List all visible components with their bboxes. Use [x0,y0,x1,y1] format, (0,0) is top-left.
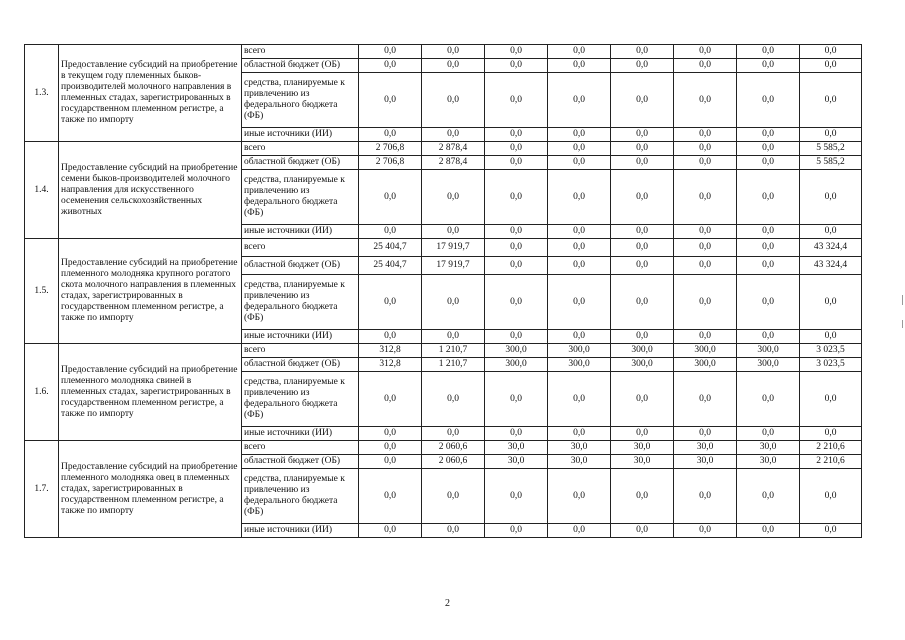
year-value: 0,0 [674,427,737,441]
year-value: 0,0 [548,372,611,427]
year-value: 17 919,7 [422,239,485,257]
year-value: 0,0 [737,524,800,538]
year-value: 300,0 [737,358,800,372]
year-value: 300,0 [485,358,548,372]
year-value: 0,0 [359,372,422,427]
year-value: 0,0 [359,45,422,59]
funding-source: иные источники (ИИ) [242,128,359,142]
year-value: 0,0 [548,225,611,239]
year-value: 0,0 [422,59,485,73]
year-value: 30,0 [674,441,737,455]
year-value: 30,0 [737,441,800,455]
year-value: 0,0 [485,73,548,128]
total-value: 2 210,6 [800,455,862,469]
year-value: 0,0 [359,275,422,330]
year-value: 0,0 [674,170,737,225]
year-value: 300,0 [548,358,611,372]
year-value: 0,0 [674,330,737,344]
total-value: 0,0 [800,330,862,344]
year-value: 0,0 [359,170,422,225]
year-value: 2 878,4 [422,142,485,156]
funding-source: иные источники (ИИ) [242,524,359,538]
year-value: 2 706,8 [359,142,422,156]
funding-source: областной бюджет (ОБ) [242,358,359,372]
year-value: 2 060,6 [422,441,485,455]
year-value: 0,0 [422,170,485,225]
funding-source: областной бюджет (ОБ) [242,455,359,469]
year-value: 0,0 [737,156,800,170]
year-value: 0,0 [611,170,674,225]
year-value: 0,0 [674,73,737,128]
year-value: 2 706,8 [359,156,422,170]
year-value: 0,0 [485,275,548,330]
item-number: 1.7. [25,441,59,538]
year-value: 0,0 [485,239,548,257]
year-value: 0,0 [359,455,422,469]
year-value: 0,0 [548,239,611,257]
year-value: 0,0 [485,156,548,170]
item-number: 1.3. [25,45,59,142]
total-value: 0,0 [800,427,862,441]
year-value: 0,0 [674,239,737,257]
year-value: 0,0 [422,330,485,344]
year-value: 300,0 [611,358,674,372]
year-value: 0,0 [422,275,485,330]
total-value: 0,0 [800,170,862,225]
funding-source: областной бюджет (ОБ) [242,59,359,73]
item-number: 1.5. [25,239,59,344]
year-value: 0,0 [737,170,800,225]
year-value: 0,0 [611,372,674,427]
year-value: 0,0 [674,225,737,239]
total-value: 43 324,4 [800,257,862,275]
year-value: 0,0 [548,469,611,524]
total-value: 0,0 [800,275,862,330]
year-value: 0,0 [359,73,422,128]
year-value: 0,0 [548,59,611,73]
year-value: 2 878,4 [422,156,485,170]
year-value: 0,0 [422,372,485,427]
year-value: 0,0 [422,524,485,538]
year-value: 0,0 [737,275,800,330]
year-value: 0,0 [611,142,674,156]
year-value: 0,0 [611,45,674,59]
year-value: 0,0 [548,524,611,538]
year-value: 0,0 [737,427,800,441]
year-value: 0,0 [485,524,548,538]
year-value: 0,0 [548,156,611,170]
year-value: 30,0 [611,455,674,469]
year-value: 0,0 [674,45,737,59]
funding-source: иные источники (ИИ) [242,330,359,344]
budget-table [24,44,862,538]
table-row [25,344,862,358]
year-value: 0,0 [674,128,737,142]
year-value: 312,8 [359,344,422,358]
year-value: 2 060,6 [422,455,485,469]
year-value: 0,0 [359,427,422,441]
document-sheet [24,44,862,538]
year-value: 0,0 [674,59,737,73]
year-value: 0,0 [359,59,422,73]
scan-edge-mark [902,295,903,305]
table-row [25,142,862,156]
total-value: 0,0 [800,469,862,524]
year-value: 0,0 [674,469,737,524]
total-value: 0,0 [800,128,862,142]
year-value: 0,0 [737,128,800,142]
year-value: 0,0 [737,239,800,257]
year-value: 0,0 [611,469,674,524]
year-value: 30,0 [737,455,800,469]
funding-source: иные источники (ИИ) [242,427,359,441]
year-value: 0,0 [737,73,800,128]
year-value: 30,0 [485,455,548,469]
item-description: Предоставление субсидий на приобретение семени быков-производителей молочного направления для искусственного осеменения сельскохозяйственных животных [59,142,242,239]
year-value: 300,0 [674,358,737,372]
funding-source: средства, планируемые к привлечению из федерального бюджета (ФБ) [242,275,359,330]
year-value: 300,0 [611,344,674,358]
funding-source: средства, планируемые к привлечению из федерального бюджета (ФБ) [242,170,359,225]
year-value: 312,8 [359,358,422,372]
year-value: 0,0 [674,142,737,156]
total-value: 0,0 [800,59,862,73]
table-row [25,45,862,59]
total-value: 3 023,5 [800,344,862,358]
year-value: 0,0 [611,128,674,142]
year-value: 25 404,7 [359,257,422,275]
year-value: 0,0 [737,257,800,275]
year-value: 30,0 [548,455,611,469]
year-value: 0,0 [485,427,548,441]
year-value: 0,0 [611,275,674,330]
funding-source: средства, планируемые к привлечению из федерального бюджета (ФБ) [242,372,359,427]
year-value: 0,0 [674,156,737,170]
total-value: 0,0 [800,73,862,128]
year-value: 0,0 [422,73,485,128]
total-value: 43 324,4 [800,239,862,257]
year-value: 0,0 [359,128,422,142]
year-value: 0,0 [485,225,548,239]
year-value: 17 919,7 [422,257,485,275]
funding-source: средства, планируемые к привлечению из федерального бюджета (ФБ) [242,469,359,524]
year-value: 0,0 [548,427,611,441]
year-value: 0,0 [611,225,674,239]
year-value: 0,0 [548,170,611,225]
year-value: 0,0 [485,170,548,225]
year-value: 0,0 [485,257,548,275]
year-value: 0,0 [485,128,548,142]
page-number: 2 [445,598,450,609]
year-value: 0,0 [737,330,800,344]
year-value: 0,0 [485,142,548,156]
total-value: 3 023,5 [800,358,862,372]
year-value: 0,0 [485,330,548,344]
year-value: 0,0 [611,59,674,73]
year-value: 0,0 [611,156,674,170]
year-value: 0,0 [611,427,674,441]
year-value: 30,0 [611,441,674,455]
total-value: 0,0 [800,45,862,59]
year-value: 0,0 [611,239,674,257]
item-description: Предоставление субсидий на приобретение племенного молодняка свиней в племенных стадах, зарегистрированных в государственном племенном регистре, а также по импорту [59,344,242,441]
year-value: 30,0 [548,441,611,455]
table-row [25,441,862,455]
year-value: 0,0 [422,469,485,524]
year-value: 30,0 [485,441,548,455]
year-value: 300,0 [485,344,548,358]
year-value: 0,0 [737,225,800,239]
year-value: 0,0 [548,275,611,330]
year-value: 0,0 [359,330,422,344]
total-value: 2 210,6 [800,441,862,455]
year-value: 0,0 [485,469,548,524]
year-value: 0,0 [548,45,611,59]
funding-source: всего [242,142,359,156]
year-value: 0,0 [359,441,422,455]
funding-source: областной бюджет (ОБ) [242,156,359,170]
total-value: 0,0 [800,225,862,239]
year-value: 0,0 [737,59,800,73]
year-value: 30,0 [674,455,737,469]
year-value: 0,0 [485,45,548,59]
year-value: 1 210,7 [422,344,485,358]
item-number: 1.4. [25,142,59,239]
funding-source: всего [242,344,359,358]
funding-source: всего [242,45,359,59]
funding-source: средства, планируемые к привлечению из федерального бюджета (ФБ) [242,73,359,128]
year-value: 0,0 [548,73,611,128]
year-value: 0,0 [359,524,422,538]
year-value: 0,0 [611,257,674,275]
year-value: 0,0 [422,225,485,239]
year-value: 0,0 [548,257,611,275]
year-value: 0,0 [674,257,737,275]
year-value: 0,0 [611,73,674,128]
year-value: 0,0 [737,142,800,156]
total-value: 0,0 [800,372,862,427]
total-value: 5 585,2 [800,156,862,170]
year-value: 0,0 [611,330,674,344]
year-value: 0,0 [737,45,800,59]
year-value: 0,0 [422,427,485,441]
table-row [25,239,862,257]
year-value: 0,0 [548,128,611,142]
total-value: 5 585,2 [800,142,862,156]
year-value: 0,0 [485,59,548,73]
year-value: 0,0 [674,275,737,330]
item-description: Предоставление субсидий на приобретение племенного молодняка овец в племенных стадах, зарегистрированных в государственном племенном регистре, а также по импорту [59,441,242,538]
year-value: 0,0 [674,372,737,427]
year-value: 0,0 [737,469,800,524]
year-value: 1 210,7 [422,358,485,372]
year-value: 300,0 [737,344,800,358]
funding-source: областной бюджет (ОБ) [242,257,359,275]
year-value: 0,0 [422,128,485,142]
year-value: 0,0 [737,372,800,427]
year-value: 0,0 [548,330,611,344]
funding-source: всего [242,239,359,257]
year-value: 0,0 [359,225,422,239]
item-description: Предоставление субсидий на приобретение в текущем году племенных быков-производителей молочного направления в племенных стадах, зарегистрированных в государственном племенном регистре, а также по импорту [59,45,242,142]
year-value: 0,0 [485,372,548,427]
funding-source: всего [242,441,359,455]
total-value: 0,0 [800,524,862,538]
year-value: 0,0 [548,142,611,156]
year-value: 0,0 [422,45,485,59]
year-value: 25 404,7 [359,239,422,257]
scan-edge-mark [902,320,903,328]
year-value: 0,0 [611,524,674,538]
year-value: 0,0 [359,469,422,524]
year-value: 0,0 [674,524,737,538]
year-value: 300,0 [674,344,737,358]
item-description: Предоставление субсидий на приобретение племенного молодняка крупного рогатого скота молочного направления в племенных стадах, зарегистрированных в государственном племенном регистре, а также по импорту [59,239,242,344]
year-value: 300,0 [548,344,611,358]
item-number: 1.6. [25,344,59,441]
funding-source: иные источники (ИИ) [242,225,359,239]
